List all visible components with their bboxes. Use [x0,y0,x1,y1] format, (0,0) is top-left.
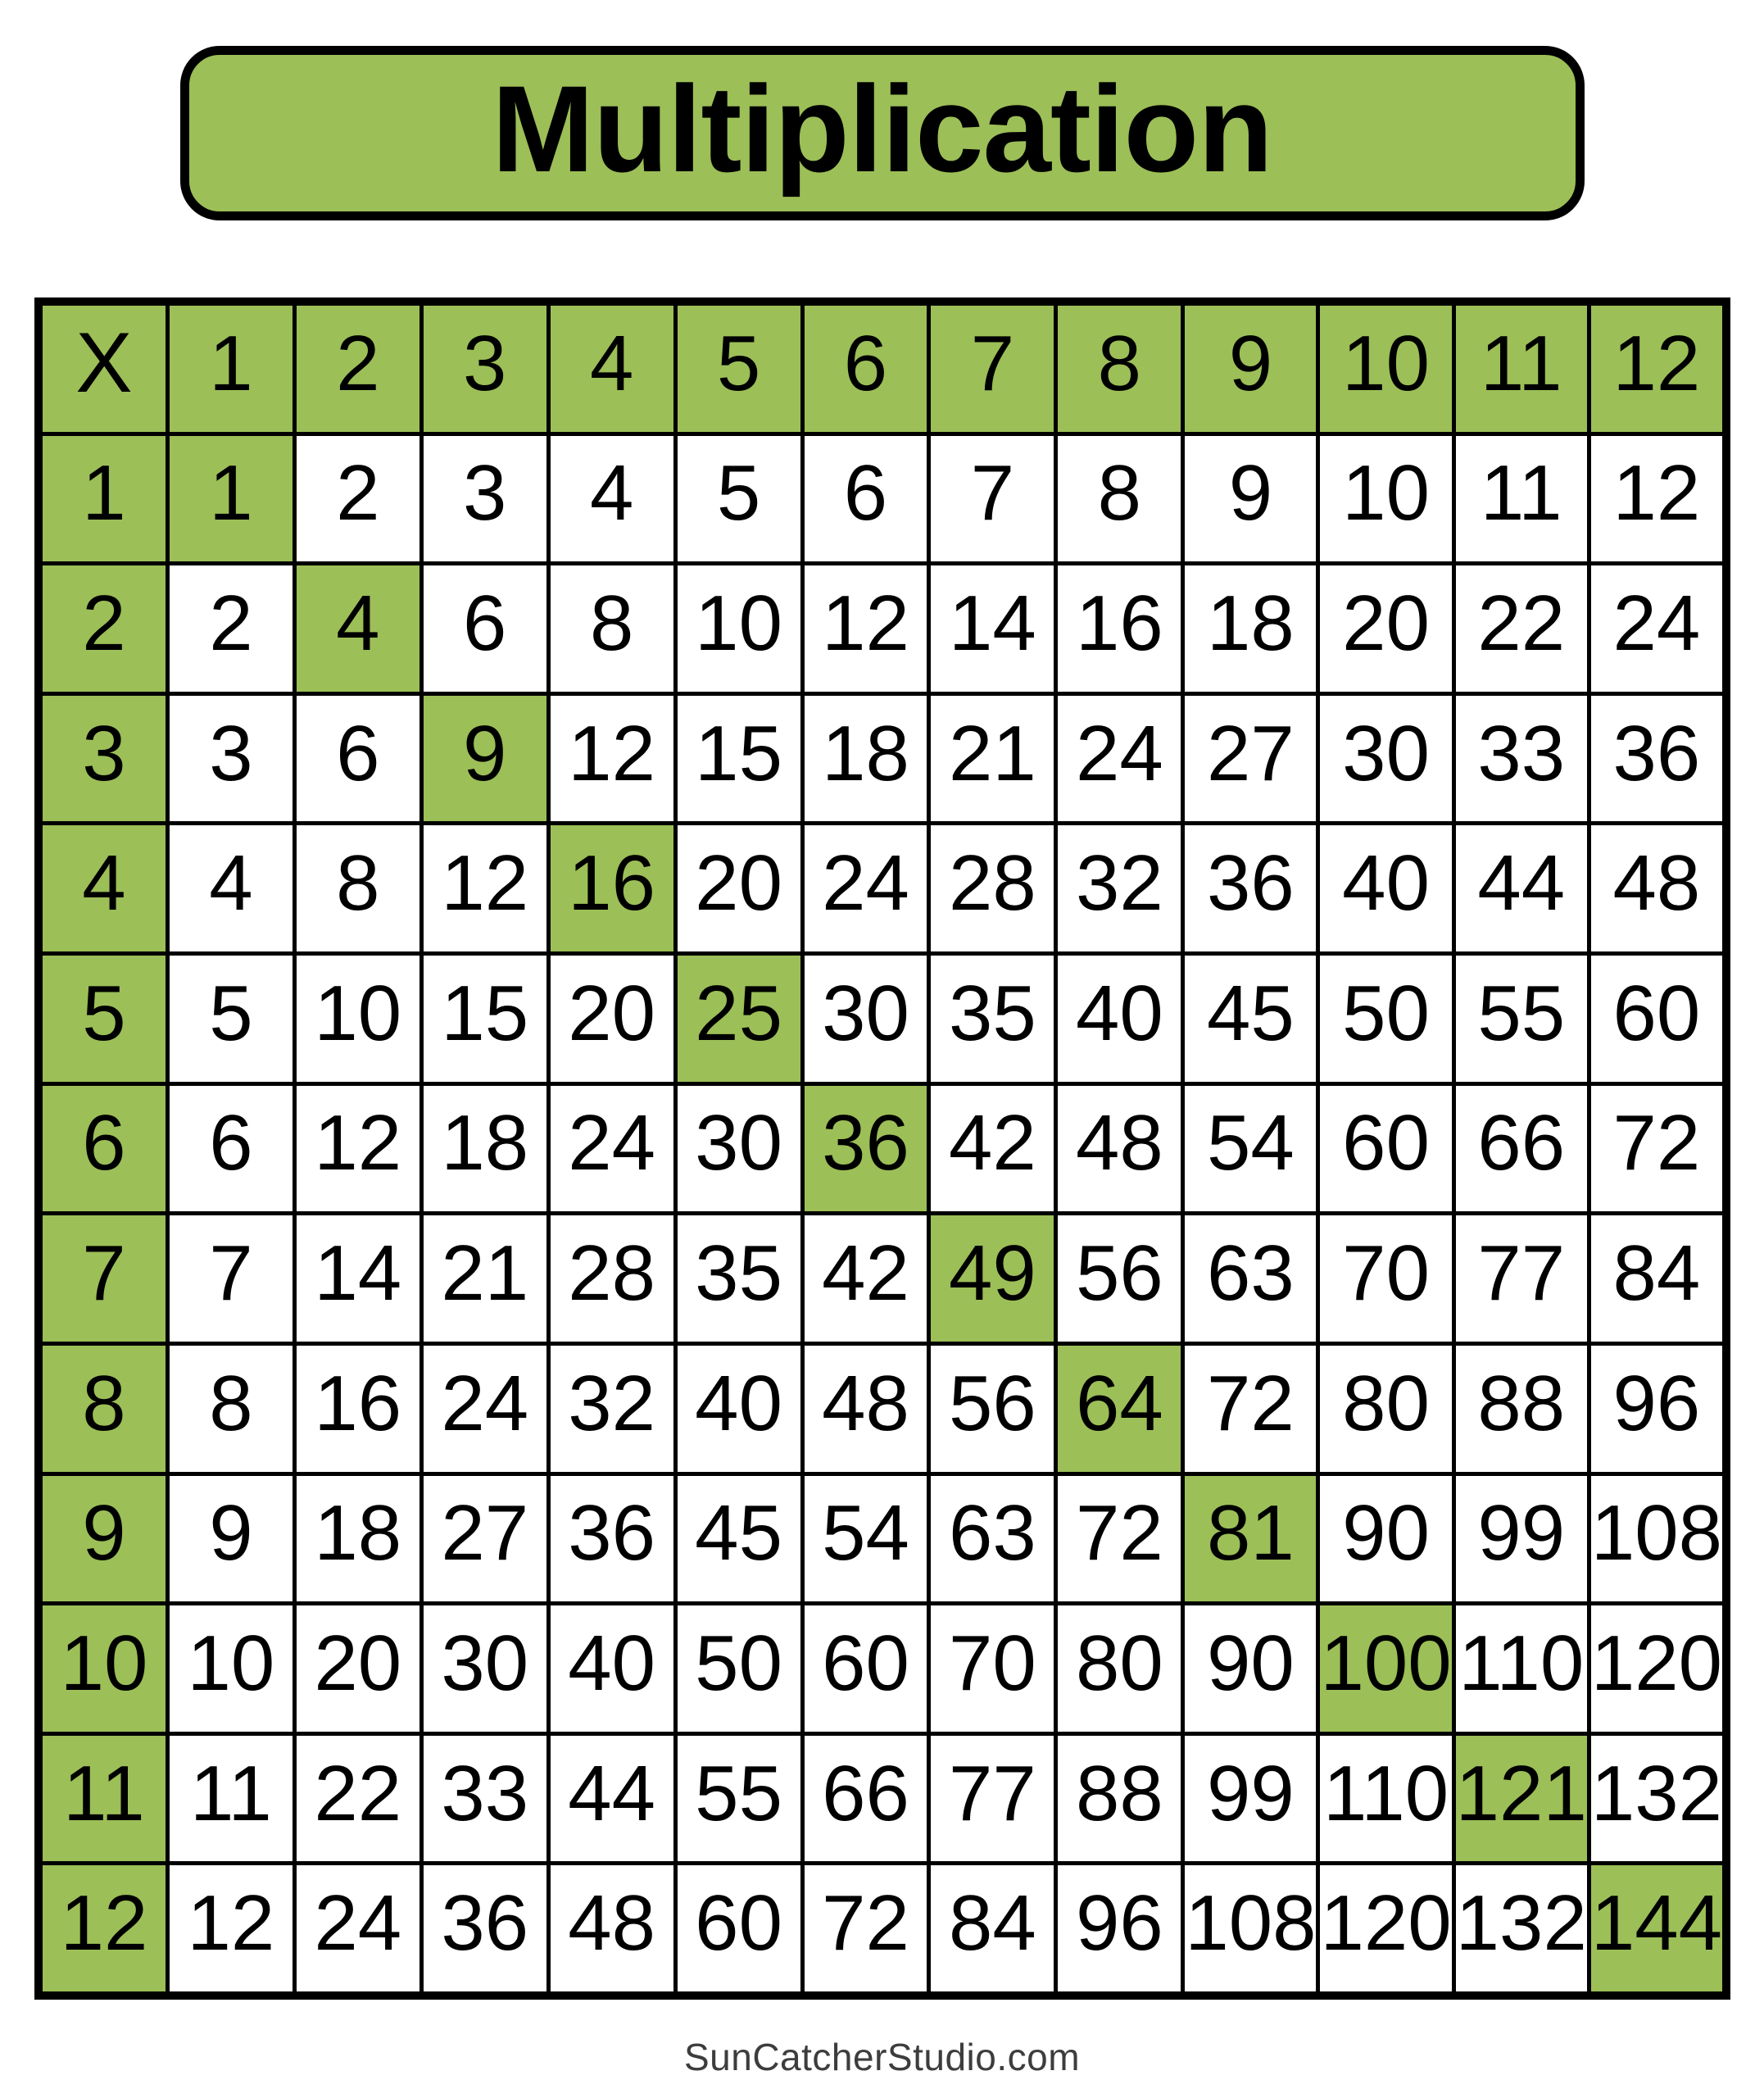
product-cell: 48 [805,1346,927,1472]
product-cell: 15 [424,956,546,1082]
product-cell: 45 [678,1476,800,1602]
row-header-cell: 10 [43,1605,166,1732]
product-cell: 88 [1058,1736,1181,1862]
product-cell: 77 [1456,1215,1587,1342]
product-cell: 72 [1591,1086,1722,1212]
product-cell: 56 [1058,1215,1181,1342]
col-header-cell: 10 [1320,306,1451,432]
product-cell: 72 [1185,1346,1316,1472]
product-cell: 66 [805,1736,927,1862]
product-cell: 20 [1320,565,1451,692]
product-cell: 144 [1591,1865,1722,1991]
row-header-cell: 1 [43,436,166,562]
product-cell: 15 [678,696,800,822]
product-cell: 30 [678,1086,800,1212]
row-header-cell: 4 [43,825,166,951]
col-header-cell: 2 [297,306,419,432]
product-cell: 20 [678,825,800,951]
row-header-cell: 3 [43,696,166,822]
product-cell: 12 [551,696,673,822]
product-cell: 36 [1591,696,1722,822]
product-cell: 84 [931,1865,1054,1991]
product-cell: 48 [1058,1086,1181,1212]
product-cell: 80 [1058,1605,1181,1732]
product-cell: 3 [170,696,292,822]
product-cell: 120 [1591,1605,1722,1732]
corner-cell: X [43,306,166,432]
product-cell: 24 [1591,565,1722,692]
product-cell: 4 [170,825,292,951]
product-cell: 11 [170,1736,292,1862]
page-title: Multiplication [492,60,1272,198]
product-cell: 10 [297,956,419,1082]
col-header-cell: 11 [1456,306,1587,432]
product-cell: 8 [1058,436,1181,562]
product-cell: 33 [424,1736,546,1862]
col-header-cell: 8 [1058,306,1181,432]
product-cell: 7 [931,436,1054,562]
product-cell: 4 [551,436,673,562]
product-cell: 36 [1185,825,1316,951]
product-cell: 9 [1185,436,1316,562]
product-cell: 120 [1320,1865,1451,1991]
product-cell: 48 [551,1865,673,1991]
product-cell: 10 [1320,436,1451,562]
product-cell: 18 [805,696,927,822]
product-cell: 40 [1320,825,1451,951]
product-cell: 40 [551,1605,673,1732]
row-header-cell: 9 [43,1476,166,1602]
product-cell: 20 [551,956,673,1082]
product-cell: 18 [424,1086,546,1212]
product-cell: 121 [1456,1736,1587,1862]
product-cell: 55 [678,1736,800,1862]
product-cell: 49 [931,1215,1054,1342]
product-cell: 10 [678,565,800,692]
product-cell: 7 [170,1215,292,1342]
col-header-cell: 4 [551,306,673,432]
col-header-cell: 9 [1185,306,1316,432]
product-cell: 18 [1185,565,1316,692]
product-cell: 16 [1058,565,1181,692]
product-cell: 33 [1456,696,1587,822]
product-cell: 96 [1058,1865,1181,1991]
product-cell: 18 [297,1476,419,1602]
product-cell: 24 [1058,696,1181,822]
product-cell: 24 [551,1086,673,1212]
product-cell: 22 [297,1736,419,1862]
product-cell: 24 [805,825,927,951]
product-cell: 30 [424,1605,546,1732]
product-cell: 110 [1320,1736,1451,1862]
product-cell: 54 [1185,1086,1316,1212]
product-cell: 44 [1456,825,1587,951]
product-cell: 90 [1185,1605,1316,1732]
product-cell: 132 [1456,1865,1587,1991]
product-cell: 22 [1456,565,1587,692]
product-cell: 72 [805,1865,927,1991]
product-cell: 20 [297,1605,419,1732]
footer-credit: SunCatcherStudio.com [683,2036,1081,2078]
product-cell: 6 [297,696,419,822]
product-cell: 45 [1185,956,1316,1082]
product-cell: 27 [1185,696,1316,822]
product-cell: 40 [1058,956,1181,1082]
product-cell: 8 [551,565,673,692]
product-cell: 50 [678,1605,800,1732]
row-header-cell: 11 [43,1736,166,1862]
product-cell: 16 [551,825,673,951]
product-cell: 60 [1591,956,1722,1082]
product-cell: 10 [170,1605,292,1732]
product-cell: 30 [1320,696,1451,822]
product-cell: 5 [170,956,292,1082]
multiplication-table [34,297,1730,2000]
product-cell: 27 [424,1476,546,1602]
product-cell: 63 [931,1476,1054,1602]
product-cell: 99 [1456,1476,1587,1602]
product-cell: 60 [1320,1086,1451,1212]
col-header-cell: 12 [1591,306,1722,432]
product-cell: 42 [805,1215,927,1342]
product-cell: 36 [424,1865,546,1991]
product-cell: 8 [170,1346,292,1472]
row-header-cell: 5 [43,956,166,1082]
product-cell: 30 [805,956,927,1082]
product-cell: 72 [1058,1476,1181,1602]
product-cell: 60 [805,1605,927,1732]
product-cell: 55 [1456,956,1587,1082]
product-cell: 36 [551,1476,673,1602]
product-cell: 108 [1185,1865,1316,1991]
product-cell: 70 [931,1605,1054,1732]
product-cell: 36 [805,1086,927,1212]
product-cell: 66 [1456,1086,1587,1212]
product-cell: 40 [678,1346,800,1472]
product-cell: 90 [1320,1476,1451,1602]
product-cell: 84 [1591,1215,1722,1342]
product-cell: 100 [1320,1605,1451,1732]
col-header-cell: 7 [931,306,1054,432]
product-cell: 28 [931,825,1054,951]
product-cell: 70 [1320,1215,1451,1342]
product-cell: 12 [805,565,927,692]
product-cell: 12 [297,1086,419,1212]
product-cell: 35 [931,956,1054,1082]
product-cell: 3 [424,436,546,562]
product-cell: 25 [678,956,800,1082]
col-header-cell: 6 [805,306,927,432]
product-cell: 44 [551,1736,673,1862]
product-cell: 11 [1456,436,1587,562]
product-cell: 6 [424,565,546,692]
product-cell: 2 [170,565,292,692]
product-cell: 80 [1320,1346,1451,1472]
row-header-cell: 8 [43,1346,166,1472]
product-cell: 54 [805,1476,927,1602]
product-cell: 77 [931,1736,1054,1862]
product-cell: 88 [1456,1346,1587,1472]
col-header-cell: 3 [424,306,546,432]
product-cell: 6 [170,1086,292,1212]
product-cell: 108 [1591,1476,1722,1602]
product-cell: 32 [1058,825,1181,951]
row-header-cell: 7 [43,1215,166,1342]
col-header-cell: 5 [678,306,800,432]
product-cell: 110 [1456,1605,1587,1732]
product-cell: 14 [297,1215,419,1342]
product-cell: 8 [297,825,419,951]
product-cell: 12 [170,1865,292,1991]
product-cell: 48 [1591,825,1722,951]
product-cell: 63 [1185,1215,1316,1342]
product-cell: 5 [678,436,800,562]
product-cell: 21 [424,1215,546,1342]
product-cell: 4 [297,565,419,692]
product-cell: 64 [1058,1346,1181,1472]
product-cell: 96 [1591,1346,1722,1472]
product-cell: 16 [297,1346,419,1472]
title-banner [180,46,1585,220]
row-header-cell: 12 [43,1865,166,1991]
product-cell: 14 [931,565,1054,692]
product-cell: 60 [678,1865,800,1991]
product-cell: 12 [424,825,546,951]
product-cell: 21 [931,696,1054,822]
product-cell: 50 [1320,956,1451,1082]
col-header-cell: 1 [170,306,292,432]
product-cell: 56 [931,1346,1054,1472]
product-cell: 35 [678,1215,800,1342]
product-cell: 132 [1591,1736,1722,1862]
product-cell: 12 [1591,436,1722,562]
product-cell: 99 [1185,1736,1316,1862]
product-cell: 32 [551,1346,673,1472]
product-cell: 6 [805,436,927,562]
product-cell: 9 [170,1476,292,1602]
product-cell: 81 [1185,1476,1316,1602]
product-cell: 24 [297,1865,419,1991]
row-header-cell: 6 [43,1086,166,1212]
product-cell: 24 [424,1346,546,1472]
product-cell: 1 [170,436,292,562]
product-cell: 2 [297,436,419,562]
product-cell: 28 [551,1215,673,1342]
product-cell: 9 [424,696,546,822]
product-cell: 42 [931,1086,1054,1212]
row-header-cell: 2 [43,565,166,692]
